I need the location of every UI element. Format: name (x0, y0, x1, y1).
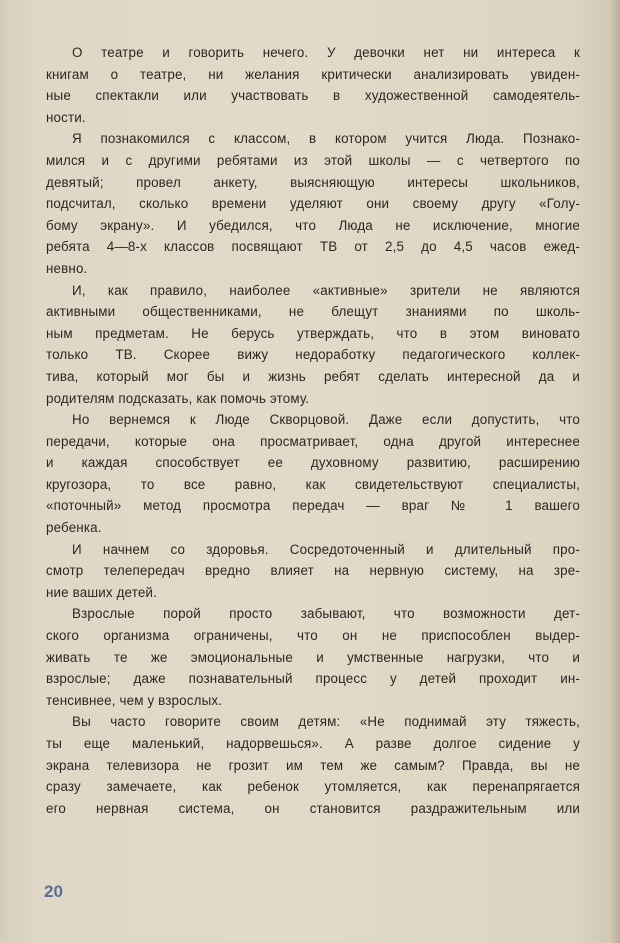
body-text (46, 42, 580, 819)
paragraph (46, 280, 580, 410)
paragraph (46, 539, 580, 604)
text-line: ные спектакли или участвовать в художественной самодеятель- (46, 88, 580, 104)
text-line: ского организма ограничены, что он не приспособлен выдер- (46, 628, 580, 644)
text-line: ние ваших детей. (46, 584, 157, 600)
text-line: ным предметам. Не берусь утверждать, что в этом виновато (46, 325, 580, 341)
text-line: Но вернемся к Люде Скворцовой. Даже если допустить, что (72, 412, 580, 428)
text-line: живать те же эмоциональные и умственные нагрузки, что и (46, 649, 580, 665)
text-line: тива, который мог бы и жизнь ребят сделать интересной да и (46, 368, 580, 384)
text-line: И, как правило, наиболее «активные» зрители не являются (72, 282, 580, 298)
paragraph (46, 409, 580, 539)
text-line: активными общественниками, не блещут знаниями по школь- (46, 304, 580, 320)
paragraph (46, 603, 580, 711)
text-line: подсчитал, сколько времени уделяют они своему другу «Голу- (46, 196, 580, 212)
text-line: кругозора, то все равно, как свидетельствуют специалисты, (46, 476, 580, 492)
text-line: его нервная система, он становится раздражительным или (46, 800, 580, 816)
text-line: и каждая способствует ее духовному развитию, расширению (46, 455, 580, 471)
text-line: невно. (46, 260, 88, 276)
text-line: только ТВ. Скорее вижу недоработку педагогического коллек- (46, 347, 580, 363)
text-line: ребенка. (46, 520, 102, 536)
text-line: Я познакомился с классом, в котором учится Люда. Познако- (72, 131, 580, 147)
text-line: Вы часто говорите своим детям: «Не поднимай эту тяжесть, (72, 714, 580, 730)
paragraph (46, 128, 580, 279)
paragraph (46, 42, 580, 128)
page-number: 20 (44, 882, 63, 901)
text-line: «поточный» метод просмотра передач — враг № 1 вашего (46, 498, 580, 514)
text-line: девятый; провел анкету, выясняющую интересы школьников, (46, 174, 580, 190)
text-line: И начнем со здоровья. Сосредоточенный и длительный про- (72, 541, 580, 557)
text-line: тенсивнее, чем у взрослых. (46, 692, 223, 708)
text-line: ребята 4—8-х классов посвящают ТВ от 2,5 до 4,5 часов ежед- (46, 239, 580, 255)
text-line: мился и с другими ребятами из этой школы — с четвертого по (46, 152, 580, 168)
text-line: экрана телевизора не грозит им тем же самым? Правда, вы не (46, 757, 580, 773)
text-line: родителям подсказать, как помочь этому. (46, 390, 310, 406)
text-line: Взрослые порой просто забывают, что возможности дет- (72, 606, 580, 622)
paragraph (46, 711, 580, 819)
text-line: ты еще маленький, надорвешься». А разве долгое сидение у (46, 736, 580, 751)
text-line: взрослые; даже познавательный процесс у детей проходит ин- (46, 671, 580, 687)
text-line: ности. (46, 109, 86, 125)
text-line: книгам о театре, ни желания критически анализировать увиден- (46, 66, 580, 82)
text-line: передачи, которые она просматривает, одна другой интереснее (46, 433, 580, 449)
text-line: сразу замечаете, как ребенок утомляется, как перенапрягается (46, 779, 580, 795)
text-line: смотр телепередач вредно влияет на нервную систему, на зре- (46, 563, 580, 579)
text-line: бому экрану». И убедился, что Люда не исключение, многие (46, 217, 580, 233)
text-line: О театре и говорить нечего. У девочки нет ни интереса к (72, 45, 580, 60)
